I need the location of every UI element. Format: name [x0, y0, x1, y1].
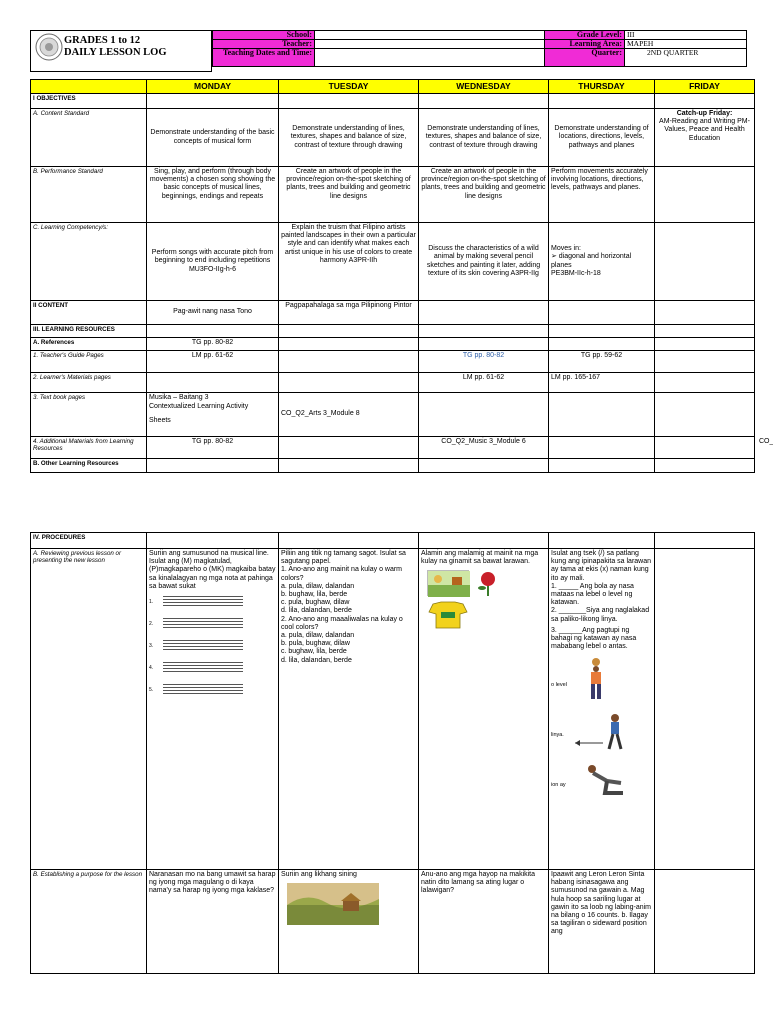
- references-label: A. References: [31, 338, 147, 351]
- music-staff-number: 2.: [149, 620, 154, 627]
- teaching-dates-label: Teaching Dates and Time:: [213, 49, 315, 67]
- music-staff-row: [149, 591, 276, 613]
- content-standard-fri: [655, 109, 755, 167]
- competency-tue: Explain the truism that Filipino artists painted landscapes in their own a particular style and can identify what makes each artist unique in his use of colors to create harmony A3PR-IIh: [279, 223, 419, 301]
- additional-materials-mon: TG pp. 80-82: [147, 437, 279, 459]
- kneeling-stretch-image: [583, 761, 627, 795]
- review-thu: [549, 549, 655, 870]
- quiz-line: 3. ______Ang pagtupi ng bahagi ng katawan ay nasa mababang lebel o antas.: [551, 626, 637, 651]
- procedures-heading: IV. PROCEDURES: [31, 533, 147, 549]
- competency-mon: Perform songs with accurate pitch from beginning to end including repetitions MU3FO-IIg-h-6: [147, 223, 279, 301]
- music-staff-row: [149, 635, 276, 657]
- competency-thu: [549, 223, 655, 301]
- competency-row: [31, 223, 769, 301]
- learning-area-value[interactable]: MAPEH: [625, 40, 747, 49]
- music-staff-number: 5.: [149, 686, 154, 693]
- additional-materials-overflow: CO_: [759, 437, 773, 445]
- figure-label-low: ion ay: [551, 782, 566, 789]
- quiz-line: a. pula, dilaw, dalandan: [281, 582, 355, 590]
- quiz-line: b. pula, bughaw, dilaw: [281, 640, 350, 648]
- teachers-guide-row: [31, 351, 769, 373]
- figure-label-level: o level: [551, 682, 567, 689]
- references-row: [31, 338, 769, 351]
- textbook-label: 3. Text book pages: [31, 393, 147, 437]
- music-staff-row: [149, 613, 276, 635]
- quiz-line: d. lila, dalandan, berde: [281, 607, 352, 615]
- lesson-log-procedures-table: [30, 532, 769, 974]
- quiz-line: 1. Ano-ano ang mainit na kulay o warm colors?: [281, 566, 403, 582]
- artwork-landscape-image: [287, 883, 379, 925]
- competency-wed: Discuss the characteristics of a wild animal by making several pencil sketches and painting it later, adding texture of its skin covering A3PR-IIg: [419, 223, 549, 301]
- competency-label: C. Learning Competency/s:: [31, 223, 147, 301]
- content-standard-wed: Demonstrate understanding of lines, textures, shapes and balance of size, contrast of texture through drawing: [419, 109, 549, 167]
- header-meta-left: [212, 30, 545, 67]
- additional-materials-row: [31, 437, 769, 459]
- music-staff-number: 3.: [149, 642, 154, 649]
- quiz-line: a. pula, dilaw, dalandan: [281, 632, 355, 640]
- review-thu-figures: [551, 657, 652, 807]
- teaching-dates-value[interactable]: [315, 49, 545, 67]
- competency-thu-line1: Moves in:: [551, 245, 581, 253]
- girl-ball-overhead-image: [579, 657, 613, 701]
- purpose-thu: Ipaawit ang Leron Leron Sinta habang isinasagawa ang sumusunod na gawain a. Mag hula hoop sa sariling lugar at gawin ito sa loob ng labing-anim na bilang o 16 counts. b. Ilagay sa tagiliran o sideward position ang: [549, 870, 655, 974]
- catch-up-friday-title: Catch-up Friday:: [676, 110, 733, 117]
- lesson-log-upper-table: [30, 79, 773, 473]
- yellow-shirt-image: [427, 600, 469, 630]
- quarter-label: Quarter:: [545, 49, 625, 67]
- learners-materials-thu: LM pp. 165-167: [549, 373, 655, 393]
- purpose-mon: Naranasan mo na bang umawit sa harap ng iyong mga magulang o di kaya nama'y sa harap ng iyong mga kaklase?: [147, 870, 279, 974]
- review-row: [31, 549, 769, 870]
- learners-materials-label: 2. Learner's Materials pages: [31, 373, 147, 393]
- objectives-heading: I OBJECTIVES: [31, 94, 147, 109]
- learning-resources-heading: III. LEARNING RESOURCES: [31, 325, 147, 338]
- content-standard-mon: Demonstrate understanding of the basic concepts of musical form: [147, 109, 279, 167]
- catch-up-friday-text: AM-Reading and Writing PM-Values, Peace and Health Education: [659, 118, 750, 142]
- quarter-value[interactable]: 2ND QUARTER: [625, 49, 747, 67]
- landscape-picture-image: [427, 570, 469, 596]
- references-mon: TG pp. 80-82: [147, 338, 279, 351]
- school-value[interactable]: [315, 31, 545, 40]
- performance-standard-row: [31, 167, 769, 223]
- other-resources-label: B. Other Learning Resources: [31, 459, 147, 473]
- performance-standard-wed: Create an artwork of people in the province/region on-the-spot sketching of plants, trees and building and geometric line designs: [419, 167, 549, 223]
- music-staff-image: [163, 617, 243, 628]
- other-resources-row: [31, 459, 769, 473]
- day-header-row: [31, 80, 769, 94]
- quiz-line: c. pula, bughaw, dilaw: [281, 599, 350, 607]
- music-staff-number: 1.: [149, 598, 154, 605]
- teacher-label: Teacher:: [213, 40, 315, 49]
- teachers-guide-thu: TG pp. 59-62: [549, 351, 655, 373]
- walking-boy-image: [573, 711, 629, 751]
- textbook-mon-line3: Sheets: [149, 417, 171, 425]
- content-standard-row: [31, 109, 769, 167]
- quiz-line: 2. _______Siya ang naglalakad sa paliko-likong linya.: [551, 607, 650, 623]
- music-staff-number: 4.: [149, 664, 154, 671]
- purpose-tue: [279, 870, 419, 974]
- learners-materials-wed: LM pp. 61-62: [419, 373, 549, 393]
- textbook-mon-line1: Musika – Baitang 3: [149, 394, 209, 401]
- purpose-label: B. Establishing a purpose for the lesson: [31, 870, 147, 974]
- textbook-mon: [147, 393, 279, 437]
- quiz-line: 1. _____ Ang bola ay nasa mataas na lebel o level ng katawan.: [551, 582, 634, 607]
- performance-standard-thu: Perform movements accurately involving locations, directions, levels, pathways and planes.: [549, 167, 655, 223]
- music-staff-image: [163, 683, 243, 694]
- quiz-line: Piliin ang titik ng tamang sagot. Isulat sa sagutang papel.: [281, 550, 406, 566]
- competency-thu-line2: ➢ diagonal and horizontal planes: [551, 253, 632, 269]
- review-mon: [147, 549, 279, 870]
- textbook-tue: CO_Q2_Arts 3_Module 8: [279, 393, 419, 437]
- day-header-wednesday: WEDNESDAY: [419, 80, 549, 94]
- review-thu-quiz: [551, 550, 652, 651]
- review-tue-quiz: [281, 550, 416, 665]
- teacher-value[interactable]: [315, 40, 545, 49]
- quiz-line: c. bughaw, lila, berde: [281, 648, 347, 656]
- school-label: School:: [213, 31, 315, 40]
- competency-thu-line3: PE3BM-IIc-h-18: [551, 269, 601, 277]
- quiz-line: d. lila, dalandan, berde: [281, 656, 352, 664]
- music-staff-image: [163, 639, 243, 650]
- music-staff-image: [163, 595, 243, 606]
- deped-seal-icon: [35, 33, 63, 61]
- day-header-monday: MONDAY: [147, 80, 279, 94]
- content-standard-tue: Demonstrate understanding of lines, textures, shapes and balance of size, contrast of texture through drawing: [279, 109, 419, 167]
- day-header-blank: [31, 80, 147, 94]
- teachers-guide-label: 1. Teacher's Guide Pages: [31, 351, 147, 373]
- learning-area-label: Learning Area:: [545, 40, 625, 49]
- header-meta-right: [544, 30, 747, 67]
- figure-label-line: linya.: [551, 732, 564, 739]
- additional-materials-label: 4. Additional Materials from Learning Resources: [31, 437, 147, 459]
- textbook-mon-line2: Contextualized Learning Activity: [149, 403, 249, 411]
- performance-standard-tue: Create an artwork of people in the province/region on-the-spot sketching of plants, trees and building and geometric line designs: [279, 167, 419, 223]
- quiz-line: Isulat ang tsek (/) sa patlang kung ang ipinapakita sa larawan ay tama at ekis (x) naman kung ito ay mali.: [551, 550, 652, 582]
- day-header-thursday: THURSDAY: [549, 80, 655, 94]
- content-label: II CONTENT: [31, 301, 147, 325]
- purpose-row: [31, 870, 769, 974]
- review-tue: [279, 549, 419, 870]
- content-row: [31, 301, 769, 325]
- review-label: A. Reviewing previous lesson or presenting the new lesson: [31, 549, 147, 870]
- additional-materials-wed: CO_Q2_Music 3_Module 6: [419, 437, 549, 459]
- grade-level-label: Grade Level:: [545, 31, 625, 40]
- purpose-wed: Anu-ano ang mga hayop na makikita natin dito lamang sa ating lugar o lalawigan?: [419, 870, 549, 974]
- performance-standard-mon: Sing, play, and perform (through body movements) a chosen song showing the basic concepts of musical lines, beginnings, endings and repeats: [147, 167, 279, 223]
- header-title-grades: GRADES 1 to 12: [64, 35, 141, 46]
- review-wed: [419, 549, 549, 870]
- quiz-line: 2. Ano-ano ang maaaliwalas na kulay o cool colors?: [281, 615, 403, 631]
- quiz-line: b. bughaw, lila, berde: [281, 591, 348, 599]
- music-staff-image: [163, 661, 243, 672]
- purpose-tue-text: Suriin ang likhang sining: [281, 871, 357, 878]
- header-title-dll: DAILY LESSON LOG: [64, 47, 167, 58]
- day-header-tuesday: TUESDAY: [279, 80, 419, 94]
- content-standard-thu: Demonstrate understanding of locations, directions, levels, pathways and planes: [549, 109, 655, 167]
- day-header-friday: FRIDAY: [655, 80, 755, 94]
- grade-level-value[interactable]: III: [625, 31, 747, 40]
- review-wed-text: Alamin ang malamig at mainit na mga kulay na ginamit sa bawat larawan.: [421, 550, 539, 566]
- review-mon-text: Suriin ang sumusunod na musical line. Isulat ang (M) magkatulad, (P)magkapareho o (MK) magkaiba batay sa kinalalagyan ng mga nota at pahinga sa bawat sukat: [149, 550, 276, 590]
- music-staff-row: [149, 679, 276, 701]
- textbook-row: [31, 393, 769, 437]
- teachers-guide-mon: LM pp. 61-62: [147, 351, 279, 373]
- content-tue: Pagpapahalaga sa mga Pilipinong Pintor: [279, 301, 419, 325]
- teachers-guide-wed: TG pp. 80-82: [419, 351, 549, 373]
- content-standard-label: A. Content Standard: [31, 109, 147, 167]
- content-mon: Pag-awit nang nasa Tono: [147, 301, 279, 325]
- learners-materials-row: [31, 373, 769, 393]
- red-rose-image: [473, 570, 503, 596]
- music-staff-row: [149, 657, 276, 679]
- performance-standard-label: B. Performance Standard: [31, 167, 147, 223]
- music-staff-list: [149, 591, 276, 701]
